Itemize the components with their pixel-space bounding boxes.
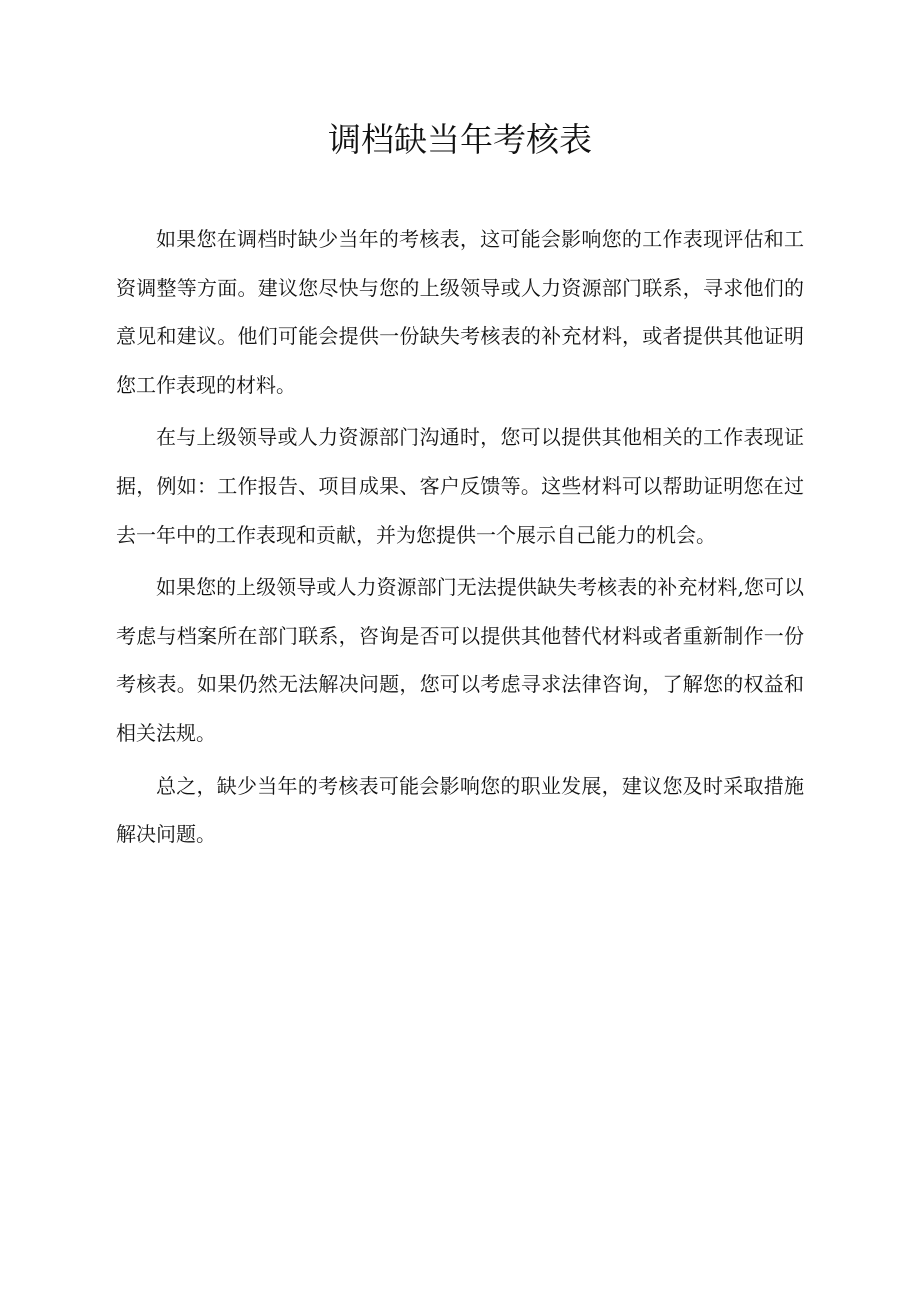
paragraph-1: 如果您在调档时缺少当年的考核表，这可能会影响您的工作表现评估和工资调整等方面。建议您尽快与您的上级领导或人力资源部门联系，寻求他们的意见和建议。他们可能会提供一份缺失考核表的补充材料，或者提供其他证明您工作表现的材料。 <box>116 227 804 397</box>
paragraph-3: 如果您的上级领导或人力资源部门无法提供缺失考核表的补充材料,您可以考虑与档案所在部门联系，咨询是否可以提供其他替代材料或者重新制作一份考核表。如果仍然无法解决问题，您可以考虑寻求法律咨询，了解您的权益和相关法规。 <box>116 575 804 745</box>
document-title: 调档缺当年考核表 <box>328 120 592 159</box>
document-body <box>116 215 804 863</box>
paragraph-2: 在与上级领导或人力资源部门沟通时，您可以提供其他相关的工作表现证据，例如：工作报告、项目成果、客户反馈等。这些材料可以帮助证明您在过去一年中的工作表现和贡献，并为您提供一个展示自己能力的机会。 <box>116 425 804 547</box>
paragraph-4: 总之，缺少当年的考核表可能会影响您的职业发展，建议您及时采取措施解决问题。 <box>116 773 804 847</box>
